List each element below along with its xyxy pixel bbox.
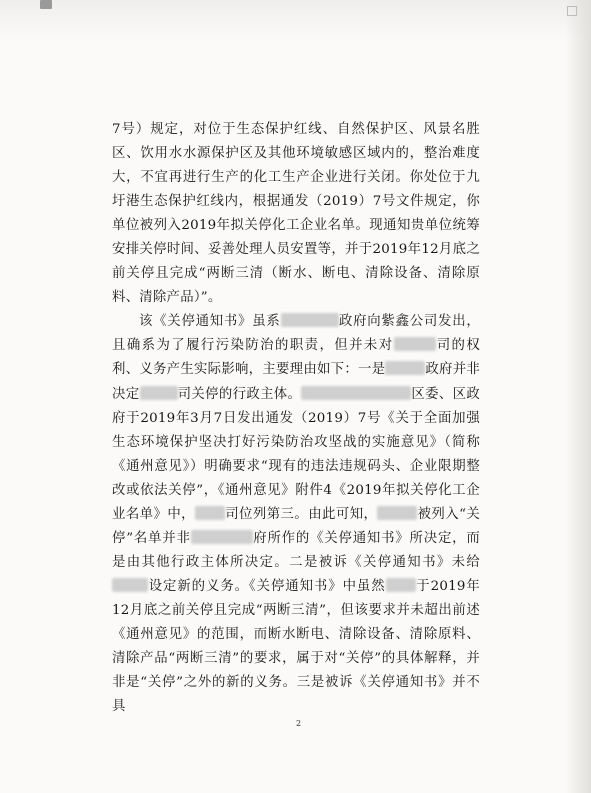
text-segment: 被列入“关停”名单并非 [112,506,481,546]
redaction-blur [281,313,339,327]
paragraph [112,118,480,310]
redaction-blur [394,337,436,351]
text-segment: 司的权利、义务产生实际影响，主要理由如下：一是 [112,338,481,378]
text-segment: 政府并非决定 [112,362,481,402]
text-segment: 于2019年12月底之前关停且完成“两断三清”，但该要求并未超出前述《通州意见》的范围，而断水断电、清除设备、清除原料、清除产品“两断三清”的要求，属于对“关停”的具体解释，并非是“关停”之外的新的义务。三是被诉《关停通知书》并不具 [112,578,480,715]
text-segment: 设定新的义务。《关停通知书》中虽然 [148,578,386,594]
redaction-blur [140,386,178,400]
text-segment: 司位列第三。由此可知， [225,506,378,522]
text-segment: 7号）规定，对位于生态保护红线、自然保护区、风景名胜区、饮用水水源保护区及其他环境敏感区域内的，整治难度大，不宜再进行生产的化工生产企业进行关闭。你处位于九圩港生态保护红线内，根据通发（2019）7号文件规定，你单位被列入2019年拟关停化工企业名单。现通知贵单位统筹安排关停时间、妥善处理人员安置等，并于2019年12月底之前关停且完成“两断三清（断水、断电、清除设备、清除原料、清除产品）”。 [112,122,480,306]
document-body [112,118,480,719]
text-segment: 政府向紫鑫公司发出，且确系为了履行污染防治的职责，但并未对 [112,314,480,354]
redaction-blur [377,506,417,520]
scan-shadow [0,0,591,40]
redaction-blur [301,386,411,400]
text-segment: 区委、区政府于2019年3月7日发出通发（2019）7号《关于全面加强生态环境保护坚决打好污染防治攻坚战的实施意见》（简称《通州意见》）明确要求“现有的违法违规码头、企业限期整改或依法关停”，《通州意见》附件4《2019年拟关停化工企业名单》中， [112,386,481,522]
paragraph [112,310,480,719]
redaction-blur [195,506,225,520]
scan-artifact [40,0,52,9]
redaction-blur [386,578,416,592]
redaction-blur [385,361,425,375]
text-segment: 司关停的行政主体。 [177,386,302,402]
redaction-blur [112,578,148,592]
corner-artifact [567,6,577,16]
text-segment: 该《关停通知书》虽系 [139,314,281,330]
redaction-blur [191,530,253,544]
page-number: 2 [296,719,302,728]
text-segment: 府所作的《关停通知书》所决定，而是由其他行政主体所决定。二是被诉《关停通知书》未给 [112,530,480,570]
scan-shadow-right [565,0,591,793]
